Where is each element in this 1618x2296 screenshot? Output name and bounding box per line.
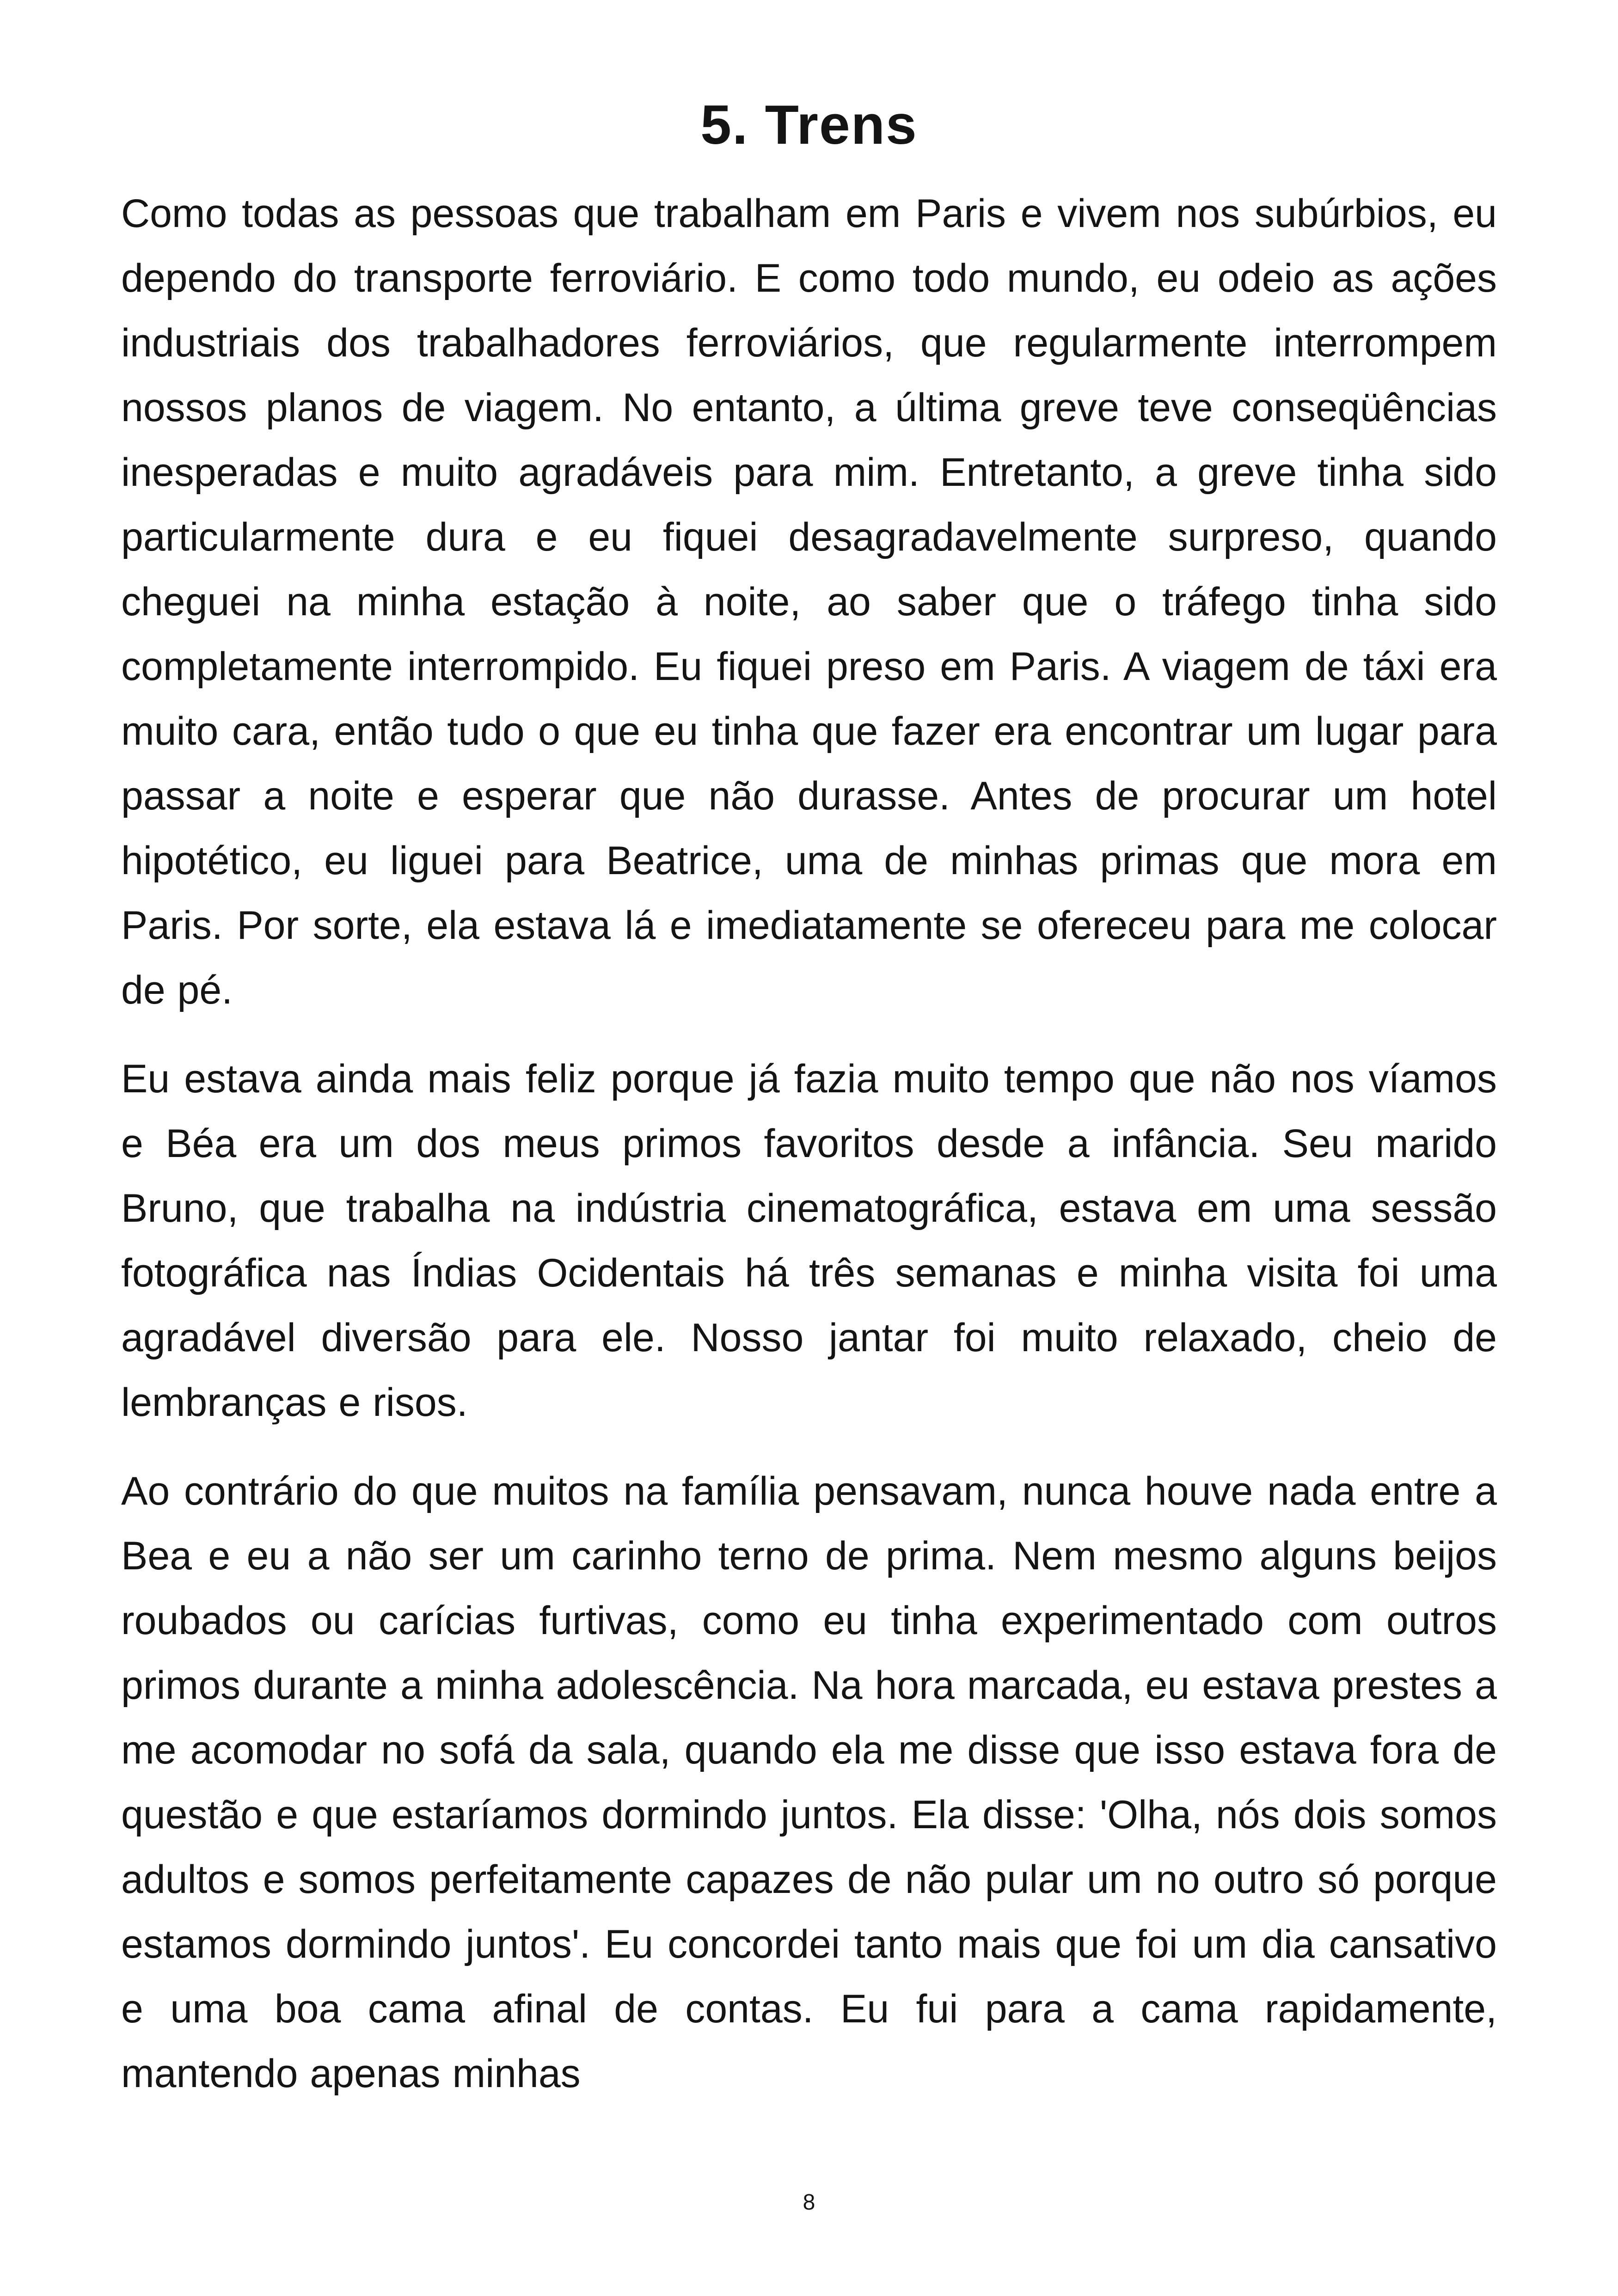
paragraph-1: Como todas as pessoas que trabalham em Paris e vivem nos subúrbios, eu dependo do transporte ferroviário. E como todo mundo, eu odeio as ações industriais dos trabalhadores ferroviários, que regularmente interrompem nossos planos de viagem. No entanto, a última greve teve conseqüências inesperadas e muito agradáveis para mim. Entretanto, a greve tinha sido particularmente dura e eu fiquei desagradavelmente surpreso, quando cheguei na minha estação à noite, ao saber que o tráfego tinha sido completamente interrompido. Eu fiquei preso em Paris. A viagem de táxi era muito cara, então tudo o que eu tinha que fazer era encontrar um lugar para passar a noite e esperar que não durasse. Antes de procurar um hotel hipotético, eu liguei para Beatrice, uma de minhas primas que mora em Paris. Por sorte, ela estava lá e imediatamente se ofereceu para me colocar de pé. bbox=[121, 191, 1497, 1012]
paragraph-2: Eu estava ainda mais feliz porque já fazia muito tempo que não nos víamos e Béa era um dos meus primos favoritos desde a infância. Seu marido Bruno, que trabalha na indústria cinematográfica, estava em uma sessão fotográfica nas Índias Ocidentais há três semanas e minha visita foi uma agradável diversão para ele. Nosso jantar foi muito relaxado, cheio de lembranças e risos. bbox=[121, 1057, 1497, 1425]
chapter-title: 5. Trens bbox=[700, 94, 918, 156]
body-text bbox=[121, 181, 1497, 2130]
page-number: 8 bbox=[803, 2190, 815, 2215]
paragraph-3: Ao contrário do que muitos na família pensavam, nunca houve nada entre a Bea e eu a não ser um carinho terno de prima. Nem mesmo alguns beijos roubados ou carícias furtivas, como eu tinha experimentado com outros primos durante a minha adolescência. Na hora marcada, eu estava prestes a me acomodar no sofá da sala, quando ela me disse que isso estava fora de questão e que estaríamos dormindo juntos. Ela disse: 'Olha, nós dois somos adultos e somos perfeitamente capazes de não pular um no outro só porque estamos dormindo juntos'. Eu concordei tanto mais que foi um dia cansativo e uma boa cama afinal de contas. Eu fui para a cama rapidamente, mantendo apenas minhas bbox=[121, 1469, 1497, 2096]
